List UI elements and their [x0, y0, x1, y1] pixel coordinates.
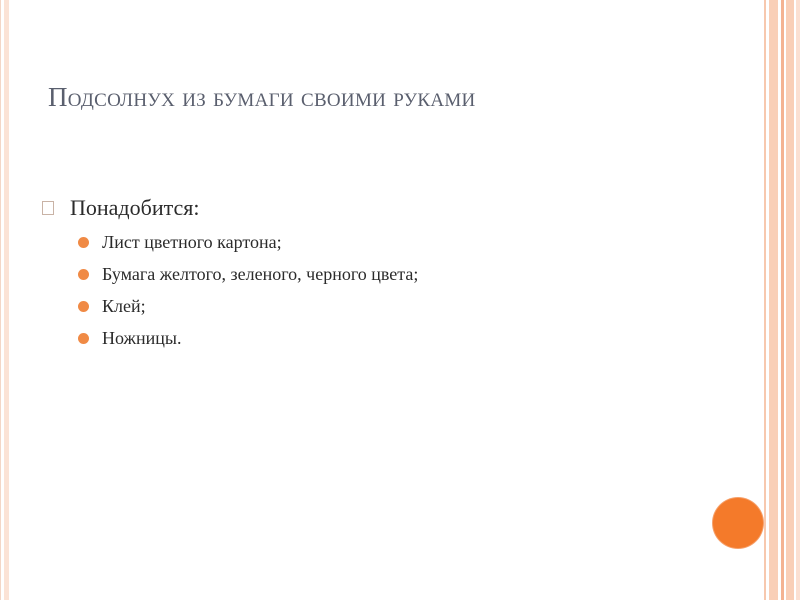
slide-title: Подсолнух из бумаги своими руками	[48, 82, 476, 112]
list-item-text: Лист цветного картона;	[102, 232, 282, 252]
stripe	[764, 0, 766, 600]
stripe	[796, 0, 800, 600]
list-item-text: Клей;	[102, 296, 146, 316]
circle-bullet-icon	[78, 301, 89, 312]
section-heading: Понадобится:	[70, 195, 200, 220]
list-item	[78, 295, 722, 318]
list-item	[78, 327, 722, 350]
circle-bullet-icon	[78, 237, 89, 248]
stripe	[786, 0, 794, 600]
slide-content	[42, 195, 722, 359]
circle-bullet-icon	[78, 269, 89, 280]
materials-list	[42, 231, 722, 350]
section-heading-row	[42, 195, 722, 221]
square-bullet-icon	[42, 201, 54, 215]
stripe	[781, 0, 784, 600]
list-item-text: Бумага желтого, зеленого, черного цвета;	[102, 264, 419, 284]
list-item	[78, 263, 722, 286]
orange-circle-decoration	[713, 498, 763, 548]
stripe	[769, 0, 778, 600]
left-decorative-band	[4, 0, 9, 600]
circle-bullet-icon	[78, 333, 89, 344]
right-decorative-stripes	[764, 0, 800, 600]
list-item-text: Ножницы.	[102, 328, 182, 348]
list-item	[78, 231, 722, 254]
